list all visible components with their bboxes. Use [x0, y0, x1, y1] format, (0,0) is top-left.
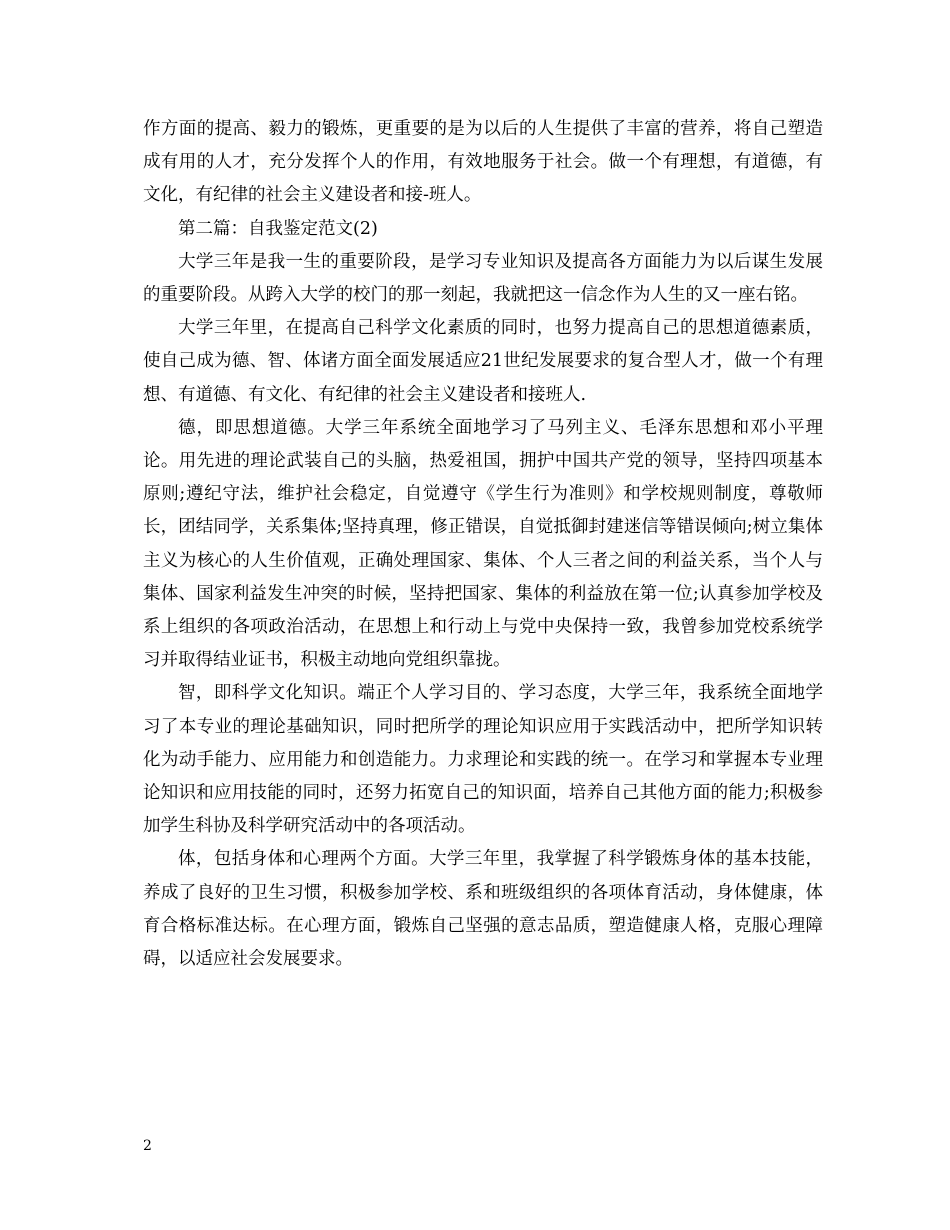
document-body — [143, 113, 823, 976]
paragraph-intro: 大学三年是我一生的重要阶段，是学习专业知识及提高各方面能力为以后谋生发展的重要阶段。从跨入大学的校门的那一刻起，我就把这一信念作为人生的又一座右铭。 — [143, 251, 823, 306]
page-number: 2 — [143, 1138, 152, 1154]
paragraph-continued: 作方面的提高、毅力的锻炼，更重要的是为以后的人生提供了丰富的营养，将自己塑造成有用的人才，充分发挥个人的作用，有效地服务于社会。做一个有理想，有道德，有文化，有纪律的社会主义建设者和接-班人。 — [143, 119, 823, 206]
paragraph-knowledge: 智，即科学文化知识。端正个人学习目的、学习态度，大学三年，我系统全面地学习了本专业的理论基础知识，同时把所学的理论知识应用于实践活动中，把所学知识转化为动手能力、应用能力和创造能力。力求理论和实践的统一。在学习和掌握本专业理论知识和应用技能的同时，还努力拓宽自己的知识面，培养自己其他方面的能力;积极参加学生科协及科学研究活动中的各项活动。 — [143, 683, 823, 837]
section-heading: 第二篇：自我鉴定范文(2) — [178, 218, 378, 239]
paragraph-overview: 大学三年里，在提高自己科学文化素质的同时，也努力提高自己的思想道德素质，使自己成为德、智、体诸方面全面发展适应21世纪发展要求的复合型人才，做一个有理想、有道德、有文化、有纪律的社会主义建设者和接班人. — [143, 318, 823, 405]
paragraph-morality: 德，即思想道德。大学三年系统全面地学习了马列主义、毛泽东思想和邓小平理论。用先进的理论武装自己的头脑，热爱祖国，拥护中国共产党的领导，坚持四项基本原则;遵纪守法，维护社会稳定，自觉遵守《学生行为准则》和学校规则制度，尊敬师长，团结同学，关系集体;坚持真理，修正错误，自觉抵御封建迷信等错误倾向;树立集体主义为核心的人生价值观，正确处理国家、集体、个人三者之间的利益关系，当个人与集体、国家利益发生冲突的时候，坚持把国家、集体的利益放在第一位;认真参加学校及系上组织的各项政治活动，在思想上和行动上与党中央保持一致，我曾参加党校系统学习并取得结业证书，积极主动地向党组织靠拢。 — [143, 417, 823, 671]
paragraph-physical: 体，包括身体和心理两个方面。大学三年里，我掌握了科学锻炼身体的基本技能，养成了良好的卫生习惯，积极参加学校、系和班级组织的各项体育活动，身体健康，体育合格标准达标。在心理方面，锻炼自己坚强的意志品质，塑造健康人格，克服心理障碍，以适应社会发展要求。 — [143, 849, 823, 970]
